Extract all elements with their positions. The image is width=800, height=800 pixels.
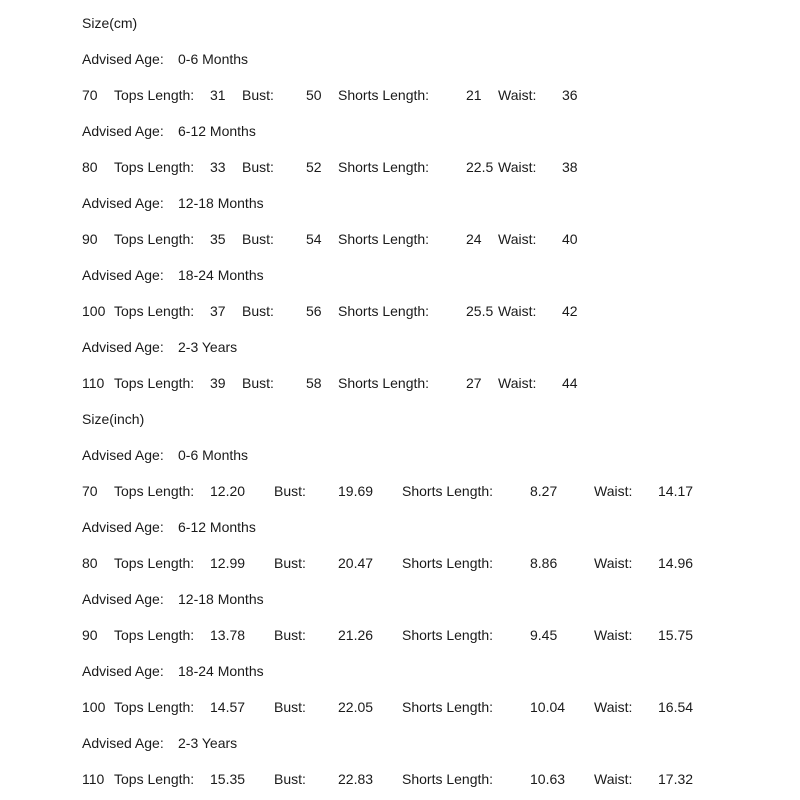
tops-length-label: Tops Length:: [114, 483, 195, 499]
advised-age-label: Advised Age:: [82, 591, 164, 607]
advised-age-label: Advised Age:: [82, 519, 164, 535]
advised-age-value: 12-18 Months: [178, 591, 264, 607]
tops-length-value: 12.20: [210, 483, 246, 499]
bust-value: 19.69: [338, 483, 374, 499]
bust-value: 22.83: [338, 771, 374, 787]
bust-value: 50: [306, 87, 322, 103]
tops-length-value: 14.57: [210, 699, 246, 715]
tops-length-value: 37: [210, 303, 226, 319]
bust-label: Bust:: [274, 699, 306, 715]
tops-length-value: 33: [210, 159, 226, 175]
shorts-length-value: 10.04: [530, 699, 566, 715]
size-value: 100: [82, 303, 106, 319]
size-value: 110: [82, 375, 105, 391]
advised-age-value: 0-6 Months: [178, 447, 249, 463]
bust-label: Bust:: [274, 483, 306, 499]
waist-label: Waist:: [498, 87, 537, 103]
advised-age-label: Advised Age:: [82, 339, 164, 355]
shorts-length-value: 8.86: [530, 555, 558, 571]
tops-length-value: 31: [210, 87, 226, 103]
waist-value: 44: [562, 375, 578, 391]
tops-length-label: Tops Length:: [114, 627, 195, 643]
shorts-length-value: 25.5: [466, 303, 494, 319]
cm-section-title: Size(cm): [82, 15, 138, 31]
bust-value: 20.47: [338, 555, 374, 571]
shorts-length-label: Shorts Length:: [402, 483, 494, 499]
shorts-length-label: Shorts Length:: [338, 303, 430, 319]
tops-length-value: 35: [210, 231, 226, 247]
waist-label: Waist:: [594, 555, 633, 571]
waist-value: 14.96: [658, 555, 694, 571]
advised-age-label: Advised Age:: [82, 447, 164, 463]
size-value: 80: [82, 555, 98, 571]
bust-value: 21.26: [338, 627, 374, 643]
waist-label: Waist:: [594, 627, 633, 643]
tops-length-label: Tops Length:: [114, 231, 195, 247]
waist-value: 14.17: [658, 483, 694, 499]
shorts-length-value: 24: [466, 231, 482, 247]
tops-length-label: Tops Length:: [114, 555, 195, 571]
advised-age-value: 2-3 Years: [178, 339, 238, 355]
tops-length-label: Tops Length:: [114, 87, 195, 103]
shorts-length-value: 22.5: [466, 159, 494, 175]
advised-age-label: Advised Age:: [82, 663, 164, 679]
waist-value: 15.75: [658, 627, 694, 643]
tops-length-value: 12.99: [210, 555, 246, 571]
waist-label: Waist:: [594, 699, 633, 715]
bust-label: Bust:: [242, 375, 274, 391]
size-value: 90: [82, 231, 98, 247]
waist-value: 38: [562, 159, 578, 175]
waist-value: 16.54: [658, 699, 694, 715]
tops-length-label: Tops Length:: [114, 699, 195, 715]
shorts-length-label: Shorts Length:: [402, 627, 494, 643]
tops-length-label: Tops Length:: [114, 303, 195, 319]
bust-value: 56: [306, 303, 322, 319]
inch-section-title: Size(inch): [82, 411, 145, 427]
shorts-length-value: 21: [466, 87, 482, 103]
waist-value: 40: [562, 231, 578, 247]
tops-length-label: Tops Length:: [114, 375, 195, 391]
bust-label: Bust:: [274, 555, 306, 571]
shorts-length-label: Shorts Length:: [338, 375, 430, 391]
tops-length-value: 15.35: [210, 771, 246, 787]
waist-label: Waist:: [594, 483, 633, 499]
bust-value: 22.05: [338, 699, 374, 715]
bust-value: 58: [306, 375, 322, 391]
advised-age-value: 0-6 Months: [178, 51, 249, 67]
waist-value: 17.32: [658, 771, 694, 787]
shorts-length-label: Shorts Length:: [338, 87, 430, 103]
advised-age-value: 6-12 Months: [178, 123, 256, 139]
bust-label: Bust:: [242, 231, 274, 247]
waist-label: Waist:: [498, 375, 537, 391]
size-value: 80: [82, 159, 98, 175]
shorts-length-label: Shorts Length:: [338, 159, 430, 175]
tops-length-label: Tops Length:: [114, 159, 195, 175]
size-value: 100: [82, 699, 106, 715]
bust-label: Bust:: [274, 627, 306, 643]
advised-age-value: 6-12 Months: [178, 519, 256, 535]
size-value: 110: [82, 771, 105, 787]
shorts-length-value: 27: [466, 375, 482, 391]
bust-value: 52: [306, 159, 322, 175]
advised-age-label: Advised Age:: [82, 195, 164, 211]
tops-length-label: Tops Length:: [114, 771, 195, 787]
advised-age-label: Advised Age:: [82, 123, 164, 139]
size-value: 70: [82, 87, 98, 103]
waist-label: Waist:: [498, 231, 537, 247]
tops-length-value: 39: [210, 375, 226, 391]
shorts-length-value: 8.27: [530, 483, 558, 499]
waist-label: Waist:: [498, 159, 537, 175]
bust-label: Bust:: [274, 771, 306, 787]
bust-label: Bust:: [242, 303, 274, 319]
shorts-length-label: Shorts Length:: [338, 231, 430, 247]
shorts-length-label: Shorts Length:: [402, 771, 494, 787]
waist-value: 42: [562, 303, 578, 319]
waist-label: Waist:: [594, 771, 633, 787]
advised-age-value: 18-24 Months: [178, 663, 264, 679]
advised-age-value: 12-18 Months: [178, 195, 264, 211]
size-value: 90: [82, 627, 98, 643]
waist-value: 36: [562, 87, 578, 103]
bust-label: Bust:: [242, 87, 274, 103]
shorts-length-value: 9.45: [530, 627, 558, 643]
shorts-length-label: Shorts Length:: [402, 699, 494, 715]
waist-label: Waist:: [498, 303, 537, 319]
advised-age-value: 2-3 Years: [178, 735, 238, 751]
bust-label: Bust:: [242, 159, 274, 175]
advised-age-label: Advised Age:: [82, 51, 164, 67]
advised-age-label: Advised Age:: [82, 735, 164, 751]
advised-age-value: 18-24 Months: [178, 267, 264, 283]
shorts-length-label: Shorts Length:: [402, 555, 494, 571]
size-value: 70: [82, 483, 98, 499]
shorts-length-value: 10.63: [530, 771, 566, 787]
advised-age-label: Advised Age:: [82, 267, 164, 283]
tops-length-value: 13.78: [210, 627, 246, 643]
bust-value: 54: [306, 231, 322, 247]
